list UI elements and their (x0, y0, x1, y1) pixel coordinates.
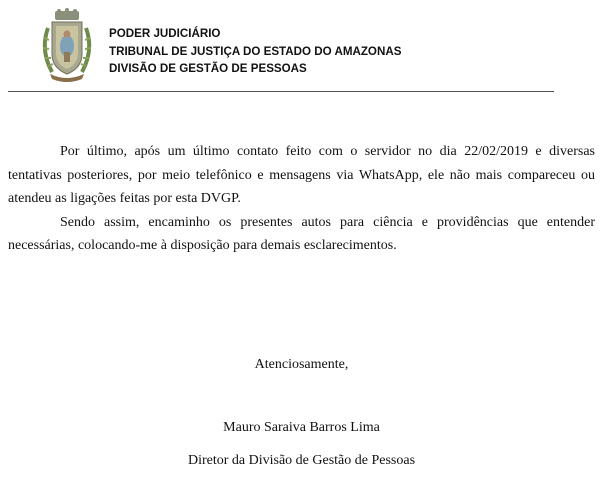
letterhead-line-judiciary: PODER JUDICIÁRIO (109, 27, 221, 40)
signer-title: Diretor da Divisão de Gestão de Pessoas (187, 453, 416, 468)
letterhead (109, 25, 401, 78)
document-body (8, 140, 595, 258)
signer-name: Mauro Saraiva Barros Lima (223, 420, 380, 435)
body-paragraph-2: Sendo assim, encaminho os presentes autos para ciência e providências que entender necessárias, colocando-me à disposição para demais esclarecimentos. (8, 214, 595, 253)
coat-of-arms-icon (38, 8, 96, 82)
body-paragraph-1: Por último, após um último contato feito com o servidor no dia 22/02/2019 e diversas tentativas posteriores, por meio telefônico e mensagens via WhatsApp, ele não mais compareceu ou atendeu as ligações feitas por esta DVGP. (8, 144, 595, 206)
closing-salutation: Atenciosamente, (254, 357, 349, 372)
header-divider (8, 91, 554, 92)
letterhead-line-division: DIVISÃO DE GESTÃO DE PESSOAS (109, 62, 307, 75)
letterhead-line-court: TRIBUNAL DE JUSTIÇA DO ESTADO DO AMAZONAS (109, 44, 402, 58)
